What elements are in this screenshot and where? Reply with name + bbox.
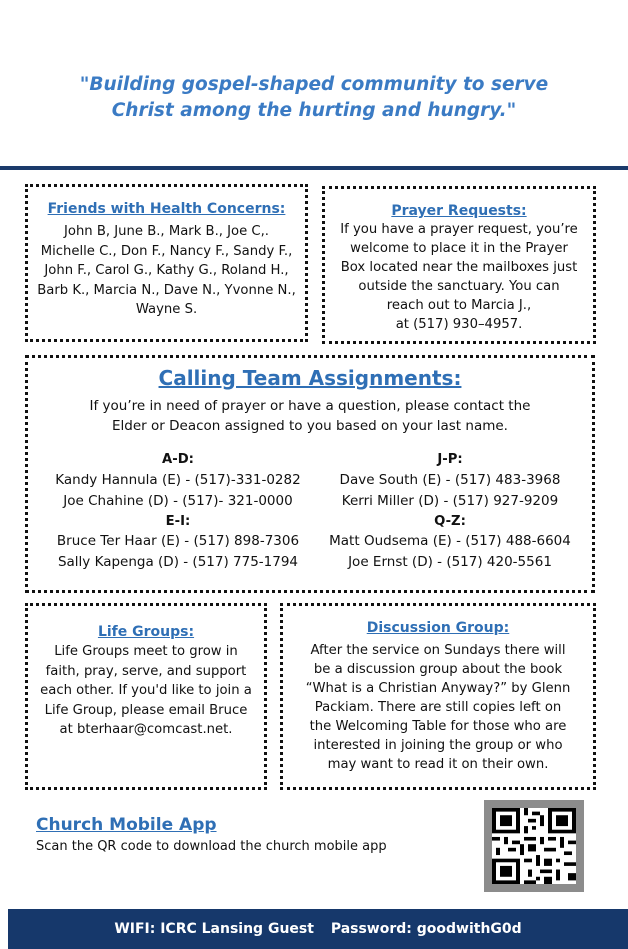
discussion-group-box: [280, 603, 596, 790]
calling-team-title: Calling Team Assignments:: [158, 366, 462, 390]
wifi-password: Password: goodwithG0d: [330, 921, 522, 937]
prayer-line: at (517) 930–4957.: [395, 317, 523, 332]
prayer-requests-box: [322, 186, 596, 344]
calling-person: Kandy Hannula (E) - (517)-331-0282: [55, 471, 301, 488]
life-groups-box: [25, 603, 267, 790]
calling-person: Bruce Ter Haar (E) - (517) 898-7306: [56, 533, 300, 550]
wifi-footer: [8, 909, 628, 949]
life-line: faith, pray, serve, and support: [45, 663, 247, 679]
prayer-line: Box located near the mailboxes just: [340, 260, 578, 275]
prayer-requests-text: [325, 220, 593, 334]
health-line: Michelle C., Don F., Nancy F., Sandy F.,: [40, 243, 293, 259]
qr-code[interactable]: [484, 800, 584, 892]
life-groups-title: Life Groups:: [97, 624, 195, 640]
wifi-network: WIFI: ICRC Lansing Guest: [114, 921, 314, 937]
group-label-j-p: J-P:: [437, 452, 463, 467]
health-line: John B, June B., Mark B., Joe C,.: [63, 224, 270, 239]
health-line: Wayne S.: [135, 302, 198, 318]
discussion-line: the Welcoming Table for those who are: [309, 719, 567, 734]
church-app-link[interactable]: Church Mobile App: [36, 815, 217, 835]
life-line: Life Groups meet to grow in: [54, 644, 238, 659]
calling-intro-line: If you’re in need of prayer or have a question, please contact the: [89, 398, 531, 414]
calling-right-column: [316, 450, 584, 573]
motto-line-1: "Building gospel-shaped community to serve: [79, 74, 549, 95]
calling-left-column: [42, 450, 314, 573]
health-concerns-title: Friends with Health Concerns:: [47, 201, 286, 217]
discussion-line: interested in joining the group or who: [313, 738, 563, 753]
prayer-line: outside the sanctuary. You can: [358, 279, 560, 294]
calling-person: Dave South (E) - (517) 483-3968: [339, 471, 561, 488]
life-groups-text: [28, 642, 264, 740]
prayer-line: welcome to place it in the Prayer: [350, 241, 568, 256]
qr-code-icon: [492, 808, 576, 884]
life-line: each other. If you'd like to join a: [40, 683, 252, 699]
prayer-line: If you have a prayer request, you’re: [340, 222, 578, 237]
calling-person: Joe Chahine (D) - (517)- 321-0000: [63, 492, 293, 509]
group-label-a-d: A-D:: [162, 452, 194, 467]
calling-person: Matt Oudsema (E) - (517) 488-6604: [329, 533, 571, 550]
prayer-requests-title: Prayer Requests:: [391, 203, 527, 219]
discussion-group-text: [283, 641, 593, 774]
health-line: Barb K., Marcia N., Dave N., Yvonne N.,: [37, 282, 296, 298]
calling-person: Joe Ernst (D) - (517) 420-5561: [348, 554, 552, 571]
prayer-line: reach out to Marcia J.,: [386, 298, 532, 313]
calling-intro-line: Elder or Deacon assigned to you based on your last name.: [112, 418, 508, 434]
discussion-line: After the service on Sundays there will: [310, 643, 566, 658]
calling-team-intro: [28, 396, 592, 436]
discussion-line: may want to read it on their own.: [327, 757, 549, 772]
motto-line-2: Christ among the hurting and hungry.": [111, 100, 517, 121]
calling-person: Kerri Miller (D) - (517) 927-9209: [341, 492, 559, 509]
health-line: John F., Carol G., Kathy G., Roland H.,: [44, 263, 289, 279]
life-line: Life Group, please email Bruce: [44, 702, 248, 718]
discussion-line: Packiam. There are still copies left on: [314, 700, 562, 715]
discussion-line: be a discussion group about the book: [313, 662, 563, 677]
calling-team-box: [25, 355, 595, 593]
group-label-q-z: Q-Z:: [434, 513, 466, 529]
life-line: at bterhaar@comcast.net.: [59, 722, 233, 738]
health-concerns-box: [25, 184, 308, 342]
mission-motto: [40, 72, 588, 124]
church-app-description: Scan the QR code to download the church mobile app: [36, 839, 387, 854]
calling-person: Sally Kapenga (D) - (517) 775-1794: [57, 554, 299, 571]
health-concerns-list: [28, 222, 305, 320]
discussion-line: “What is a Christian Anyway?” by Glenn: [305, 681, 571, 696]
divider-rule: [0, 166, 628, 170]
discussion-group-title: Discussion Group:: [366, 620, 510, 636]
group-label-e-i: E-I:: [165, 513, 191, 529]
